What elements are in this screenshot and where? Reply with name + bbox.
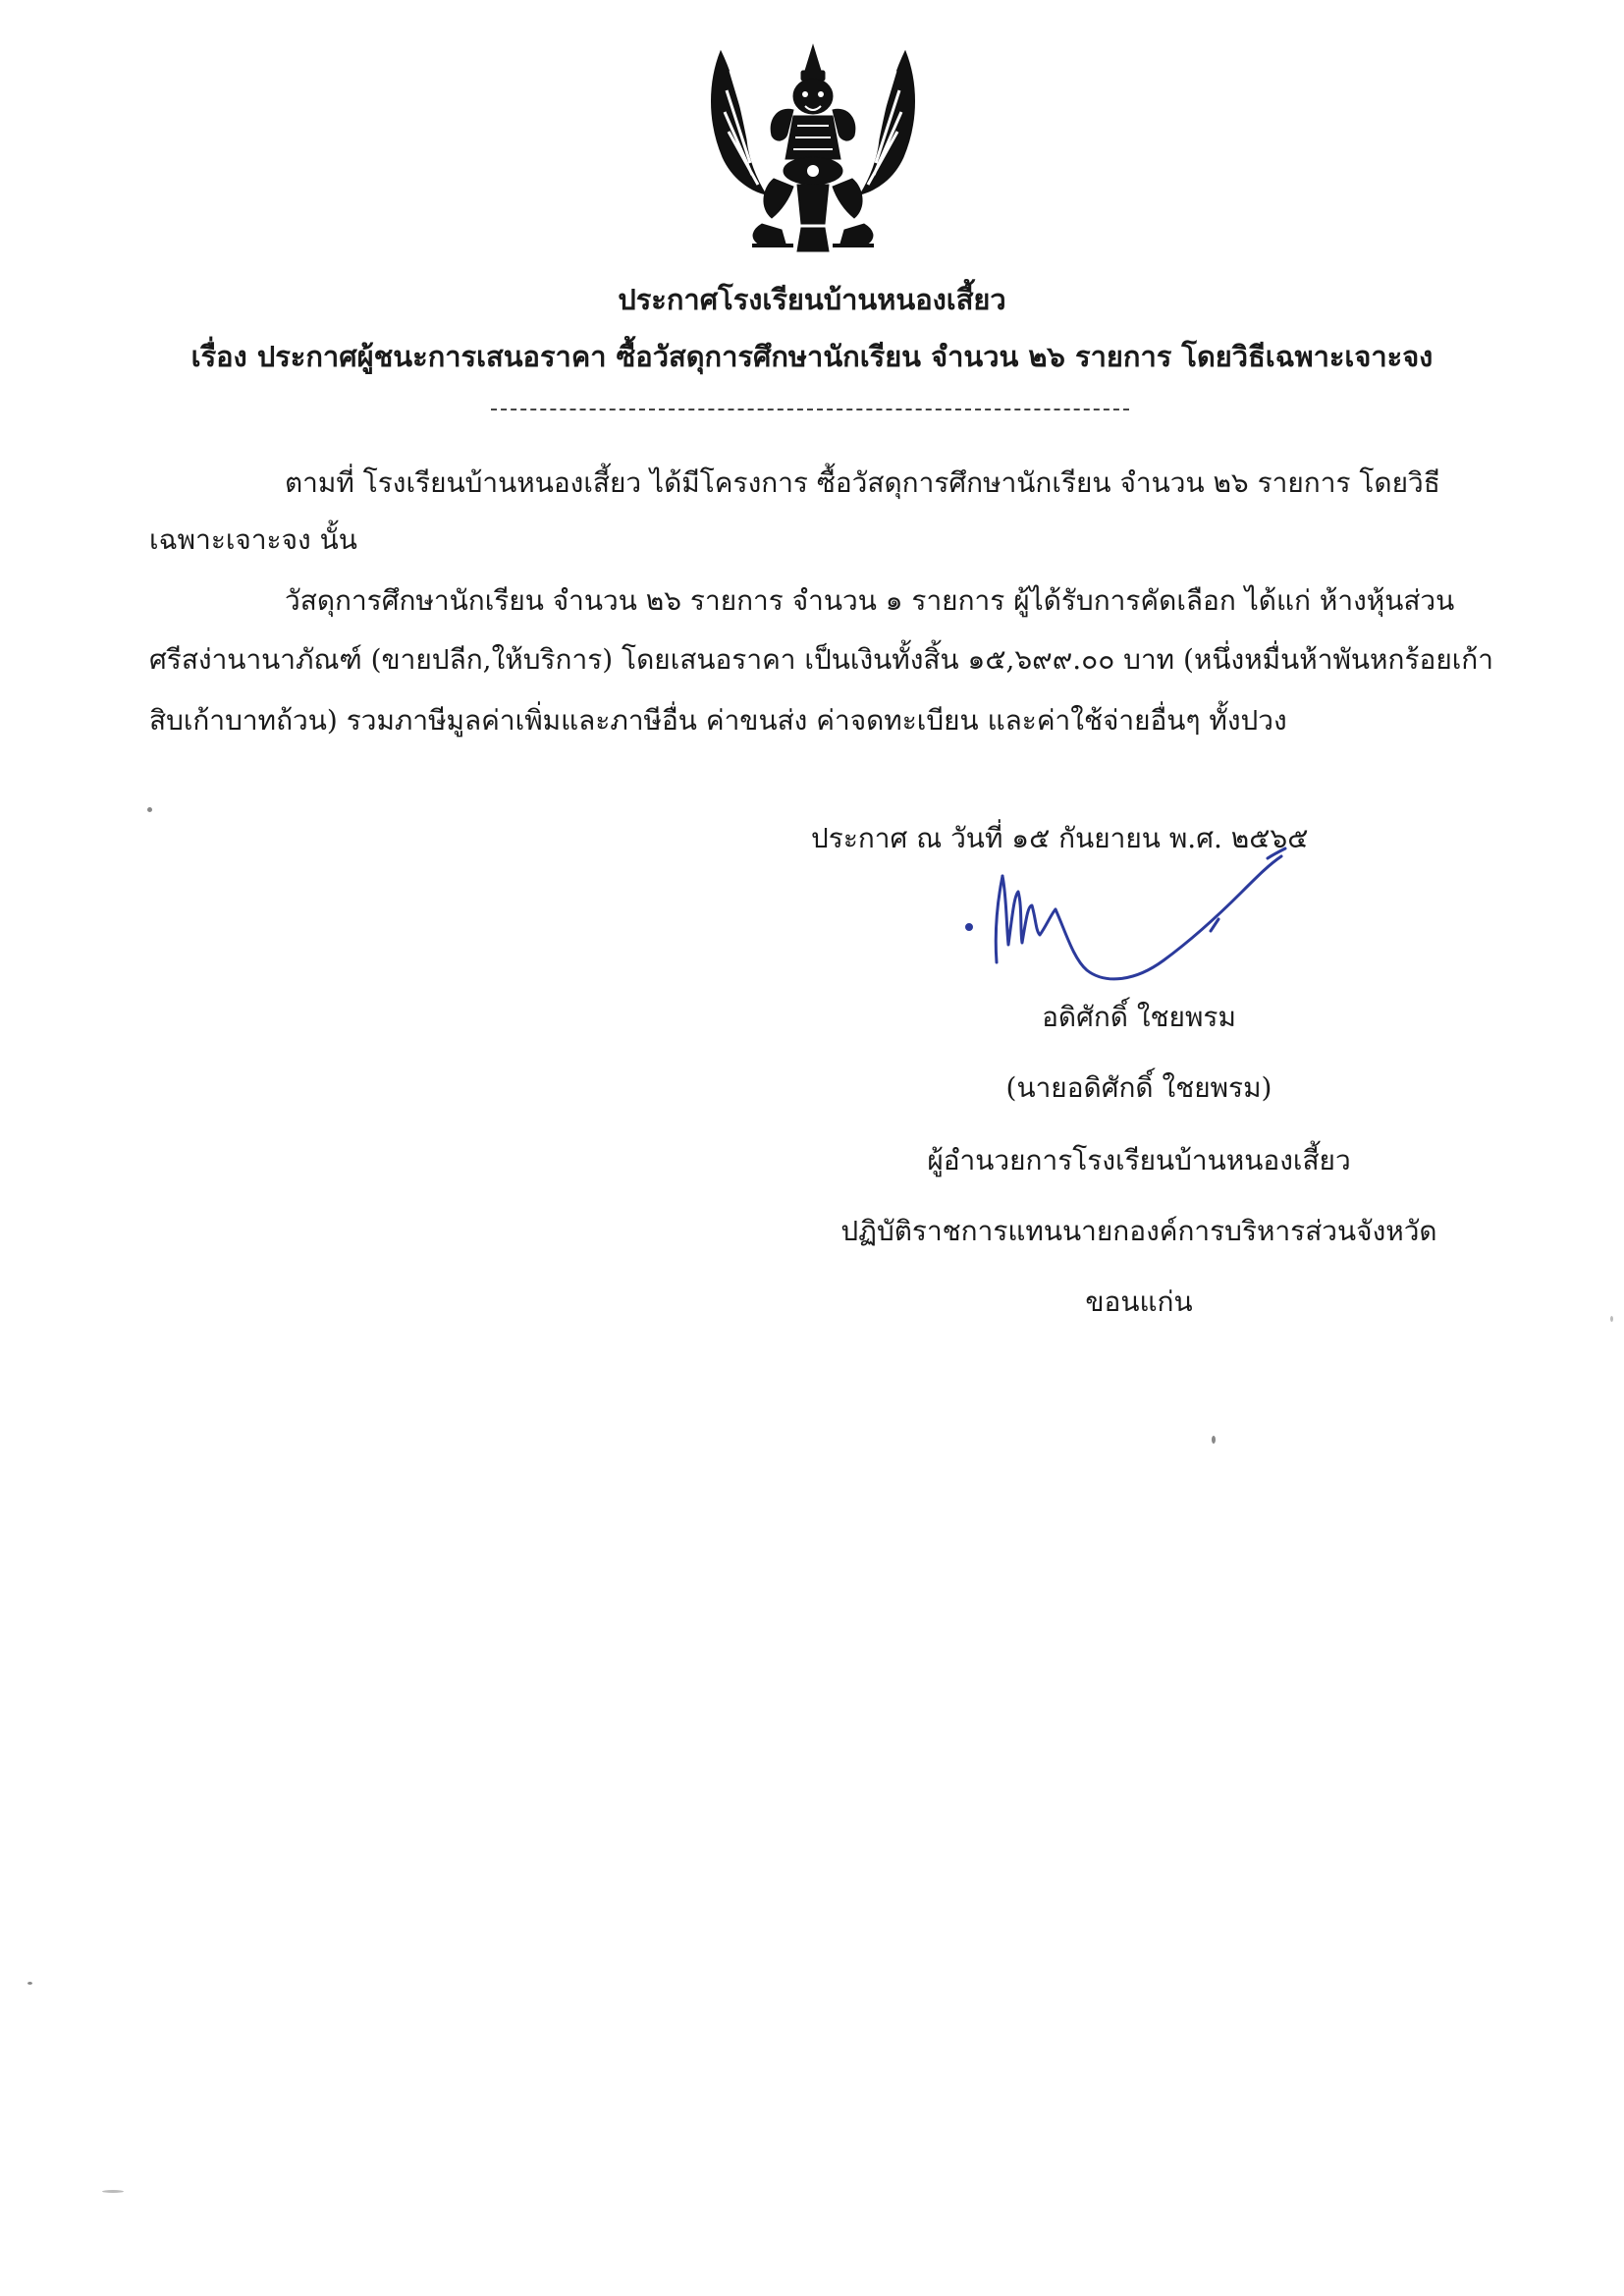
- paragraph-1-line-2: เฉพาะเจาะจง นั้น: [149, 523, 357, 556]
- garuda-emblem-icon: [703, 41, 923, 257]
- paragraph-2-line-1: วัสดุการศึกษานักเรียน จำนวน ๒๖ รายการ จำนวน ๑ รายการ ผู้ได้รับการคัดเลือก ได้แก่ ห้างหุ้นส่วน: [285, 584, 1455, 617]
- scan-speck: [1610, 1316, 1613, 1322]
- announcement-title: ประกาศโรงเรียนบ้านหนองเสี้ยว: [618, 283, 1006, 316]
- paragraph-2-line-3: สิบเก้าบาทถ้วน) รวมภาษีมูลค่าเพิ่มและภาษีอื่น ค่าขนส่ง ค่าจดทะเบียน และค่าใช้จ่ายอื่นๆ ทั้งปวง: [149, 704, 1287, 737]
- paragraph-1-line-1: ตามที่ โรงเรียนบ้านหนองเสี้ยว ได้มีโครงการ ซื้อวัสดุการศึกษานักเรียน จำนวน ๒๖ รายการ โดยวิธี: [285, 466, 1440, 499]
- handwritten-signature-icon: [957, 837, 1311, 994]
- divider-line: [491, 409, 1129, 410]
- scan-speck: [27, 1982, 32, 1985]
- signatory-name: อดิศักดิ์ ใชยพรม: [1042, 1001, 1236, 1033]
- announcement-subject: เรื่อง ประกาศผู้ชนะการเสนอราคา ซื้อวัสดุการศึกษานักเรียน จำนวน ๒๖ รายการ โดยวิธีเฉพาะเจาะจง: [190, 340, 1434, 373]
- scan-speck: [147, 807, 152, 812]
- scan-speck: [1212, 1436, 1216, 1444]
- signatory-full-name: (นายอดิศักดิ์ ใชยพรม): [1005, 1071, 1272, 1104]
- scan-speck: [102, 2190, 124, 2193]
- signatory-position: ผู้อำนวยการโรงเรียนบ้านหนองเสี้ยว: [927, 1144, 1351, 1176]
- announcement-date: ประกาศ ณ วันที่ ๑๕ กันยายน พ.ศ. ๒๕๖๕: [811, 822, 1309, 854]
- paragraph-2-line-2: ศรีสง่านานาภัณฑ์ (ขายปลีก,ให้บริการ) โดยเสนอราคา เป็นเงินทั้งสิ้น ๑๕,๖๙๙.๐๐ บาท (หนึ่งหมื่นห้าพันหกร้อยเก้า: [149, 643, 1493, 676]
- signatory-province: ขอนแก่น: [1085, 1285, 1193, 1318]
- signatory-acting-role: ปฏิบัติราชการแทนนายกองค์การบริหารส่วนจังหวัด: [840, 1215, 1437, 1247]
